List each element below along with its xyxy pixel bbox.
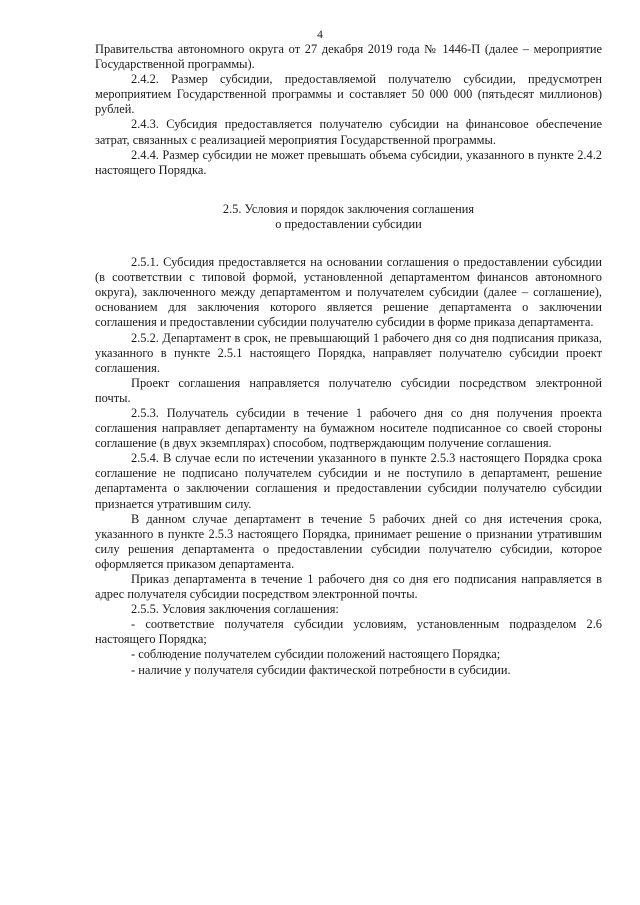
document-body xyxy=(95,42,602,678)
list-item-condition-2: - соблюдение получателем субсидии положений настоящего Порядка; xyxy=(131,647,501,662)
section-heading-line-1: 2.5. Условия и порядок заключения соглашения xyxy=(222,201,475,216)
paragraph-2-5-1: 2.5.1. Субсидия предоставляется на основании соглашения о предоставлении субсидии (в соответствии с типовой формой, установленной департаментом финансов автономного округа), заключенного между департаментом и получателем субсидии (далее – соглашение), основанием для заключения которого является решение департамента о заключении соглашения и предоставлении субсидии получателю субсидии в форме приказа департамента. xyxy=(95,255,602,330)
spacer xyxy=(95,233,602,255)
paragraph-2-5-2: 2.5.2. Департамент в срок, не превышающий 1 рабочего дня со дня подписания приказа, указанного в пункте 2.5.1 настоящего Порядка, направляет получателю субсидии проект соглашения. xyxy=(95,330,602,375)
paragraph-project-email: Проект соглашения направляется получателю субсидии посредством электронной почты. xyxy=(95,375,602,405)
spacer xyxy=(95,178,602,202)
paragraph-continuation: Правительства автономного округа от 27 декабря 2019 года № 1446-П (далее – мероприятие Государственной программы). xyxy=(95,42,602,72)
paragraph-2-4-4: 2.4.4. Размер субсидии не может превышать объема субсидии, указанного в пункте 2.4.2 настоящего Порядка. xyxy=(95,147,602,177)
paragraph-invalidation: В данном случае департамент в течение 5 рабочих дней со дня истечения срока, указанного в пункте 2.5.3 настоящего Порядка, принимает решение о признании утратившим силу решения департамента о предоставлении субсидии получателю субсидии, которое оформляется приказом департамента. xyxy=(95,511,602,571)
list-item-condition-1: - соответствие получателя субсидии условиям, установленным подразделом 2.6 настоящего Порядка; xyxy=(95,617,602,647)
paragraph-2-4-3: 2.4.3. Субсидия предоставляется получателю субсидии на финансовое обеспечение затрат, связанных с реализацией мероприятия Государственной программы. xyxy=(95,117,602,147)
paragraph-2-5-5: 2.5.5. Условия заключения соглашения: xyxy=(131,602,339,617)
paragraph-2-5-3: 2.5.3. Получатель субсидии в течение 1 рабочего дня со дня получения проекта соглашения направляет департаменту на бумажном носителе подписанное со своей стороны соглашение (в двух экземплярах) способом, подтверждающим получение соглашения. xyxy=(95,405,602,451)
paragraph-2-5-4: 2.5.4. В случае если по истечении указанного в пункте 2.5.3 настоящего Порядка срока соглашение не подписано получателем субсидии и не поступило в департамент, решение департамента о заключении соглашения и предоставлении субсидии получателю субсидии признается утратившим силу. xyxy=(95,451,602,511)
section-heading-line-2: о предоставлении субсидии xyxy=(275,217,422,232)
paragraph-order-email: Приказ департамента в течение 1 рабочего дня со дня его подписания направляется в адрес получателя субсидии посредством электронной почты. xyxy=(95,572,602,602)
page-number: 4 xyxy=(317,29,323,41)
paragraph-2-4-2: 2.4.2. Размер субсидии, предоставляемой получателю субсидии, предусмотрен мероприятием Государственной программы и составляет 50 000 000 (пятьдесят миллионов) рублей. xyxy=(95,72,602,117)
list-item-condition-3: - наличие у получателя субсидии фактической потребности в субсидии. xyxy=(131,662,511,677)
